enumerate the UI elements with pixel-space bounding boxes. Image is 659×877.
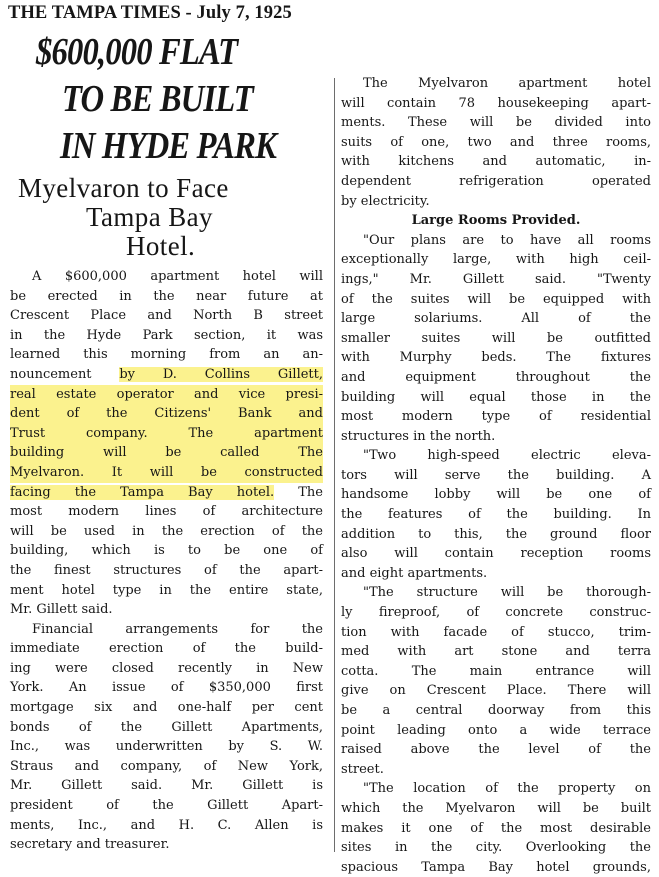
text-line: building, which is to be one of xyxy=(10,543,323,559)
text-line: "Our plans are to have all rooms xyxy=(363,232,651,248)
text-line: mortgage six and one-half per cent xyxy=(10,700,323,716)
text-line: learned this morning from an an- xyxy=(10,347,323,363)
text-line: tion with facade of stucco, trim- xyxy=(341,624,651,640)
text-line: ly fireproof, of concrete construc- xyxy=(341,605,651,621)
text-line: exceptionally large, with high ceil- xyxy=(341,252,651,268)
text-line: Inc., was underwritten by S. W. xyxy=(10,739,323,755)
column-divider xyxy=(334,78,335,852)
headline-line-3: IN HYDE PARK xyxy=(60,125,277,167)
highlighted-text-line: Myelvaron. It will be constructed xyxy=(10,463,323,483)
highlighted-text-line: Trust company. The apartment xyxy=(10,424,323,444)
masthead: THE TAMPA TIMES - July 7, 1925 xyxy=(8,3,292,23)
text-line: ment hotel type in the entire state, xyxy=(10,582,323,598)
text-line: handsome lobby will be one of xyxy=(341,487,651,503)
text-line: with Murphy beds. The fixtures xyxy=(341,350,651,366)
text-line: York. An issue of $350,000 first xyxy=(10,680,323,696)
text-line xyxy=(10,483,323,503)
text-line: ments, Inc., and H. C. Allen is xyxy=(10,817,323,833)
highlighted-text: facing the Tampa Bay hotel. xyxy=(10,484,275,500)
section-subhead: Large Rooms Provided. xyxy=(411,213,581,229)
text-line: point leading onto a wide terrace xyxy=(341,722,651,738)
text-line: addition to this, the ground floor xyxy=(341,526,651,542)
text-line: and equipment throughout the xyxy=(341,369,651,385)
subhead-line-1: Myelvaron to Face xyxy=(18,173,229,203)
highlighted-text-line: dent of the Citizens' Bank and xyxy=(10,404,323,424)
text-line xyxy=(10,365,323,385)
text-line: which the Myelvaron will be built xyxy=(341,800,651,816)
text-run: The xyxy=(274,484,323,500)
text-line: sites in the city. Overlooking the xyxy=(341,840,651,856)
text-line: cotta. The main entrance will xyxy=(341,663,651,679)
text-line: Straus and company, of New York, xyxy=(10,758,323,774)
text-line: bonds of the Gillett Apartments, xyxy=(10,719,323,735)
text-line: in the Hyde Park section, it was xyxy=(10,327,323,343)
text-line: suits of one, two and three rooms, xyxy=(341,134,651,150)
text-line: structures in the north. xyxy=(341,428,496,444)
text-line: The Myelvaron apartment hotel xyxy=(363,76,651,91)
article-column-1 xyxy=(10,267,323,855)
text-line: "Two high-speed electric eleva- xyxy=(363,448,651,464)
text-line: street. xyxy=(341,761,384,777)
text-line: Financial arrangements for the xyxy=(32,621,323,637)
text-line: be a central doorway from this xyxy=(341,703,651,718)
text-line: secretary and treasurer. xyxy=(10,837,170,853)
text-line: Mr. Gillett said. xyxy=(10,602,113,618)
text-line: "The location of the property on xyxy=(363,781,651,797)
text-line: spacious Tampa Bay hotel grounds, xyxy=(341,859,651,875)
text-line: makes it one of the most desirable xyxy=(341,820,651,836)
text-line: smaller suites will be outfitted xyxy=(341,330,651,346)
text-line: give on Crescent Place. There will xyxy=(341,683,651,699)
text-line: be erected in the near future at xyxy=(10,288,323,304)
subhead-line-3: Hotel. xyxy=(126,231,196,261)
text-line: by electricity. xyxy=(341,193,430,209)
text-line: tors will serve the building. A xyxy=(341,467,651,483)
text-line: ings," Mr. Gillett said. "Twenty xyxy=(341,271,651,287)
text-line: the finest structures of the apart- xyxy=(10,562,323,578)
text-line: raised above the level of the xyxy=(341,742,651,758)
text-line: Crescent Place and North B street xyxy=(10,308,323,324)
headline-line-1: $600,000 FLAT xyxy=(36,31,238,73)
text-line: A $600,000 apartment hotel will xyxy=(32,269,323,284)
subhead-line-2: Tampa Bay xyxy=(86,202,213,232)
text-line: most modern lines of architecture xyxy=(10,504,323,520)
headline-line-2: TO BE BUILT xyxy=(62,78,253,120)
text-line: building will equal those in the xyxy=(341,389,651,405)
text-line: most modern type of residential xyxy=(341,409,651,425)
text-line: large solariums. All of the xyxy=(341,311,651,327)
text-line: "The structure will be thorough- xyxy=(363,585,651,601)
text-line: Mr. Gillett said. Mr. Gillett is xyxy=(10,778,323,794)
text-line: of the suites will be equipped with xyxy=(341,291,651,307)
highlighted-text-line: real estate operator and vice presi- xyxy=(10,385,323,405)
text-line: ments. These will be divided into xyxy=(341,115,651,131)
text-line: ing were closed recently in New xyxy=(10,660,323,676)
text-run: nouncement xyxy=(10,366,120,382)
highlighted-text-line: building will be called The xyxy=(10,443,323,463)
text-line: med with art stone and terra xyxy=(341,644,651,660)
text-line: will contain 78 housekeeping apart- xyxy=(341,95,651,111)
article-column-2 xyxy=(341,74,651,877)
text-line: will be used in the erection of the xyxy=(10,523,323,539)
text-line: dependent refrigeration operated xyxy=(341,173,651,189)
text-line: also will contain reception rooms xyxy=(341,546,651,562)
text-line: with kitchens and automatic, in- xyxy=(341,154,651,170)
text-line: president of the Gillett Apart- xyxy=(10,798,323,814)
text-line: and eight apartments. xyxy=(341,565,488,581)
text-line: the features of the building. In xyxy=(341,507,651,523)
text-line: immediate erection of the build- xyxy=(10,641,323,657)
highlighted-text: by D. Collins Gillett, xyxy=(119,366,323,382)
